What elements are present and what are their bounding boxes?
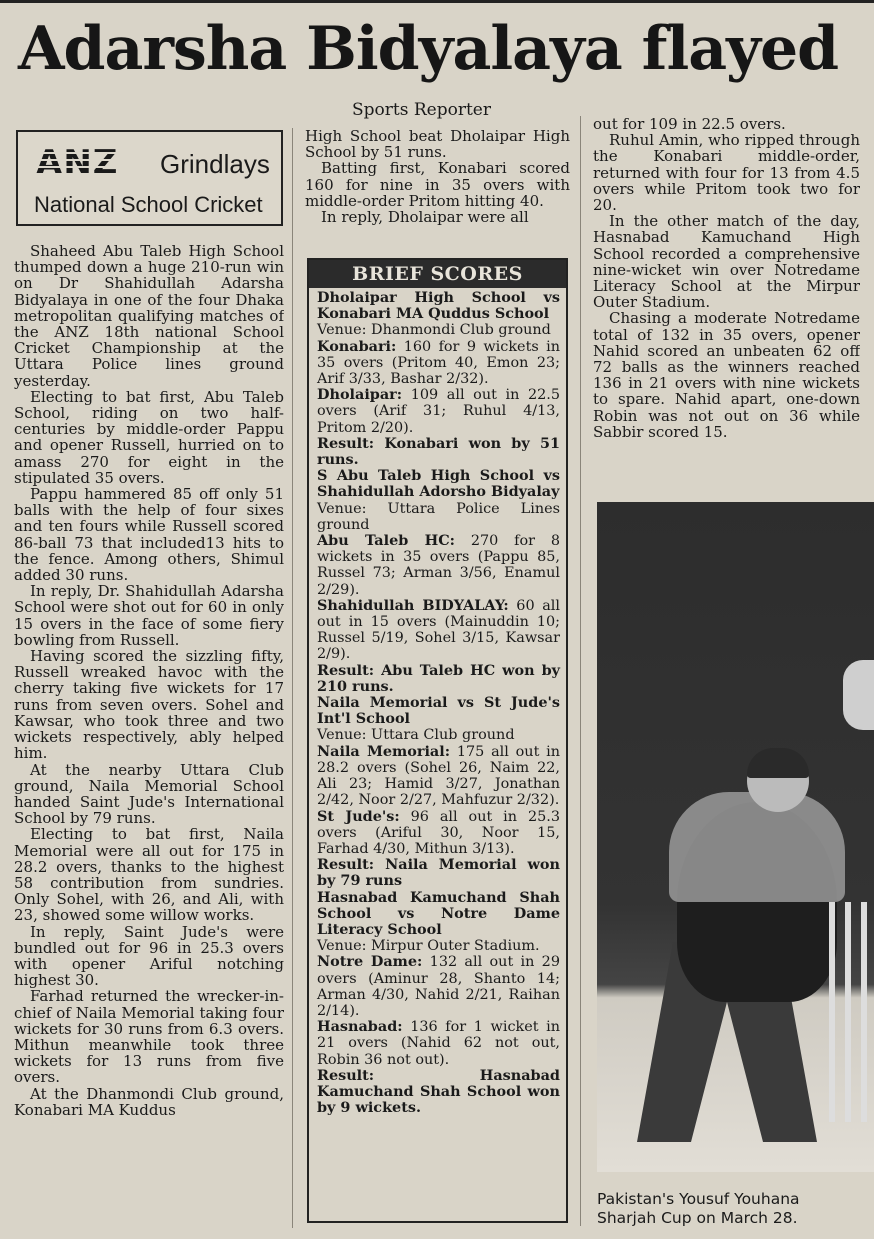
entry-text: 60 all out in 15 overs (Mainuddin 10; Russel 5/19, Sohel 3/15, Kawsar 2/9).	[317, 597, 560, 663]
entry-label: Result: Konabari won by 51 runs.	[317, 434, 560, 469]
photo-caption	[597, 1190, 874, 1236]
paragraph: Electing to bat first, Naila Memorial were all out for 175 in 28.2 overs, thanks to the highest 58 contribution from sundries. Only Sohel, with 26, and Ali, with 23, showed some willow works.	[14, 825, 284, 925]
brief-score-entry	[317, 727, 560, 743]
stump	[829, 902, 835, 1122]
entry-text: Venue: Uttara Police Lines ground	[317, 500, 560, 533]
caption-line: Pakistan's Yousuf Youhana	[597, 1190, 800, 1208]
paragraph: In reply, Dholaipar were all	[321, 208, 529, 227]
entry-label: Naila Memorial vs St Jude's Int'l School	[317, 694, 560, 728]
paragraph: Shaheed Abu Taleb High School thumped down a huge 210-run win on Dr Shahidullah Adarsha Bidyalaya in one of the four Dhaka metropolitan qualifying matches of the ANZ 18th national School Cricket Championship at the Uttara Police lines ground yesterday.	[14, 243, 284, 390]
brief-scores-box	[307, 258, 568, 1223]
sponsor-title: National School Cricket	[34, 192, 263, 217]
entry-text: 175 all out in 28.2 overs (Sohel 26, Naim 22, Ali 23; Hamid 3/27, Jonathan 2/42, Noor 2/27, Mahfuzur 2/32).	[317, 743, 561, 809]
entry-text: 96 all out in 25.3 overs (Ariful 30, Noor 15, Farhad 4/30, Mithun 3/13).	[317, 808, 560, 857]
entry-label: Hasnabad Kamuchand Shah School vs Notre Dame Literacy School	[317, 888, 560, 938]
entry-text: 109 all out in 22.5 overs (Arif 31; Ruhul 4/13, Pritom 2/20).	[317, 387, 560, 436]
keeper-cap	[747, 748, 809, 778]
paragraph: Batting first, Konabari scored 160 for nine in 35 overs with middle-order Pritom hitting 40.	[305, 159, 570, 210]
brief-score-entry	[317, 436, 560, 468]
entry-text: 136 for 1 wicket in 21 overs (Nahid 62 not out, Robin 36 not out).	[317, 1019, 560, 1068]
entry-label: Abu Taleb HC:	[317, 532, 455, 550]
anz-logo: ANZ	[36, 143, 119, 183]
entry-label: Result: Hasnabad Kamuchand Shah School won by 9 wickets.	[317, 1066, 560, 1117]
paragraph: In reply, Saint Jude's were bundled out for 96 in 25.3 overs with opener Ariful notching highest 30.	[14, 922, 284, 990]
brief-score-entry	[317, 290, 560, 322]
paragraph: Ruhul Amin, who ripped through the Konabari middle-order, returned with four for 13 from 4.5 overs while Pritom took two for 20.	[593, 131, 860, 215]
caption-line: Sharjah Cup on March 28.	[597, 1209, 798, 1227]
entry-label: Dholaipar:	[317, 386, 403, 404]
brief-score-entry	[317, 744, 560, 809]
entry-label: St Jude's:	[317, 807, 400, 825]
column-divider	[292, 128, 293, 1228]
entry-text: Venue: Uttara Club ground	[317, 727, 515, 744]
stump	[861, 902, 867, 1122]
brief-score-entry	[317, 1019, 560, 1068]
paragraph: At the Dhanmondi Club ground, Konabari MA Kuddus	[14, 1084, 284, 1119]
stump	[845, 902, 851, 1122]
paragraph: Having scored the sizzling fifty, Russell wreaked havoc with the cherry taking five wickets for 17 runs from seven overs. Sohel and Kawsar, who took three and two wickets respectively, ably helped him.	[14, 647, 284, 763]
entry-label: Naila Memorial:	[317, 742, 451, 760]
entry-label: Konabari:	[317, 337, 397, 355]
brief-scores-list	[309, 288, 566, 1116]
brief-score-entry	[317, 695, 560, 727]
brief-score-entry	[317, 954, 560, 1019]
entry-label: Result: Abu Taleb HC won by 210 runs.	[317, 661, 560, 695]
article-column-1	[14, 243, 284, 1223]
entry-text: 160 for 9 wickets in 35 overs (Pritom 40, Emon 23; Arif 3/33, Bashar 2/32).	[317, 338, 560, 388]
entry-text: 270 for 8 wickets in 35 overs (Pappu 85, Russel 73; Arman 3/56, Enamul 2/29).	[317, 533, 560, 598]
brief-score-entry	[317, 598, 560, 663]
keeper-jacket	[669, 792, 845, 902]
sponsor-brand: Grindlays	[160, 149, 270, 179]
entry-label: Dholaipar High School vs Konabari MA Quddus School	[317, 289, 560, 323]
brief-score-entry	[317, 663, 560, 695]
paragraph: At the nearby Uttara Club ground, Naila Memorial School handed Saint Jude's International School by 79 runs.	[14, 760, 284, 828]
column-divider	[580, 116, 581, 1226]
article-column-2	[305, 128, 570, 246]
paragraph: Electing to bat first, Abu Taleb School, riding on two half-centuries by middle-order Pappu and opener Russell, hurried on to amass 270 for eight in the stipulated 35 overs.	[14, 387, 284, 487]
cricket-photo	[597, 502, 874, 1172]
headline: Adarsha Bidyalaya flayed	[18, 14, 839, 84]
top-rule	[0, 0, 874, 3]
entry-label: Hasnabad:	[317, 1018, 403, 1036]
brief-score-entry	[317, 387, 560, 436]
entry-text: 132 all out in 29 overs (Aminur 28, Shanto 14; Arman 4/30, Nahid 2/21, Raihan 2/14).	[317, 954, 560, 1019]
brief-scores-heading: BRIEF SCORES	[309, 260, 566, 288]
entry-text: Venue: Mirpur Outer Stadium.	[317, 938, 540, 955]
brief-score-entry	[317, 468, 560, 500]
paragraph: In reply, Dr. Shahidullah Adarsha School were shot out for 60 in only 15 overs in the face of some fiery bowling from Russell.	[14, 582, 284, 649]
paragraph: Chasing a moderate Notredame total of 132 in 35 overs, opener Nahid scored an unbeaten 62 off 72 balls as the winners reached 136 in 21 overs with nine wickets to spare. Nahid apart, one-down Robin was not out on 36 while Sabbir scored 15.	[593, 309, 860, 441]
brief-score-entry	[317, 501, 560, 533]
sponsor-box	[16, 130, 283, 226]
entry-label: Notre Dame:	[317, 953, 423, 971]
brief-score-entry	[317, 857, 560, 889]
brief-score-entry	[317, 533, 560, 598]
entry-label: Result: Naila Memorial won by 79 runs	[317, 856, 560, 890]
brief-score-entry	[317, 809, 560, 858]
entry-label: Shahidullah BIDYALAY:	[317, 596, 509, 614]
paragraph: In the other match of the day, Hasnabad Kamuchand High School recorded a comprehensive nine-wicket win over Notredame Literacy School at the Mirpur Outer Stadium.	[593, 212, 860, 312]
paragraph: Pappu hammered 85 off only 51 balls with the help of four sixes and ten fours while Russell scored 86-ball 73 that included13 hits to the fence. Among others, Shimul added 30 runs.	[14, 485, 284, 585]
entry-text: Venue: Dhanmondi Club ground	[317, 322, 551, 339]
brief-score-entry	[317, 938, 560, 954]
byline: Sports Reporter	[352, 100, 491, 120]
paragraph: Farhad returned the wrecker-in-chief of Naila Memorial taking four wickets for 30 runs from 6.3 overs. Mithun meanwhile took three wickets for 13 runs from five overs.	[14, 987, 284, 1087]
fielder-cap	[843, 660, 874, 730]
paragraph: out for 109 in 22.5 overs.	[593, 116, 786, 133]
brief-score-entry	[317, 1068, 560, 1117]
brief-score-entry	[317, 339, 560, 388]
brief-score-entry	[317, 322, 560, 338]
brief-score-entry	[317, 890, 560, 939]
entry-label: S Abu Taleb High School vs Shahidullah Adorsho Bidyalay	[317, 467, 560, 501]
paragraph: High School beat Dholaipar High School by 51 runs.	[305, 128, 570, 162]
article-column-3	[593, 116, 860, 486]
